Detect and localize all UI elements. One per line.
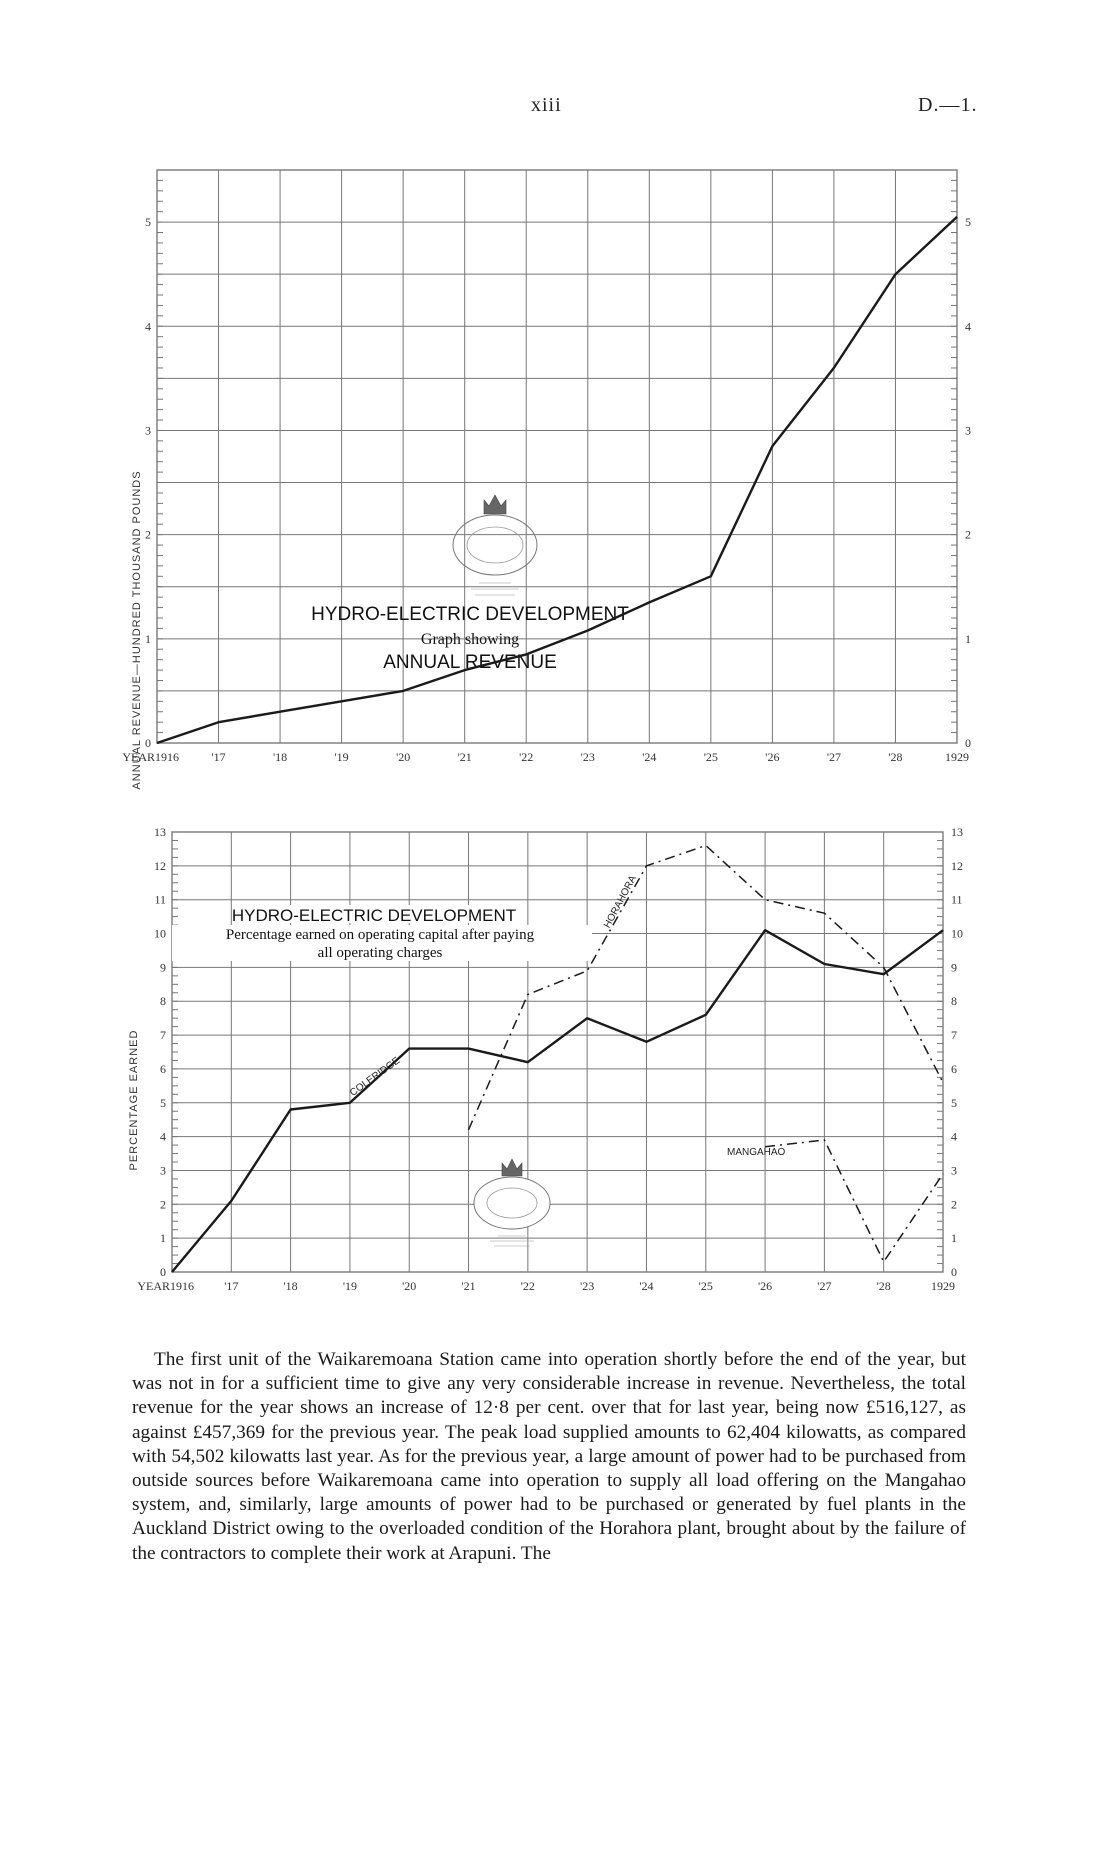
- series-label: COLERIDGE: [348, 1055, 403, 1099]
- y-tick-label-left: 0: [145, 736, 151, 750]
- x-tick-label: '25: [698, 1279, 713, 1293]
- y-tick-label-left: 8: [160, 994, 166, 1009]
- x-tick-label: '21: [461, 1279, 476, 1293]
- y-tick-label-right: 5: [965, 215, 971, 230]
- x-tick-label: '19: [342, 1279, 358, 1293]
- chart1-ylabel: ANNUAL REVENUE—HUNDRED THOUSAND POUNDS: [131, 470, 143, 790]
- x-tick-label: '26: [765, 750, 780, 764]
- chart1-seal: [453, 495, 537, 595]
- y-tick-label-left: 11: [154, 892, 166, 907]
- y-tick-label-left: 4: [145, 319, 151, 334]
- x-tick-label: '27: [826, 750, 842, 764]
- y-tick-label-right: 3: [951, 1163, 957, 1178]
- y-tick-label-left: 3: [160, 1163, 166, 1178]
- chart1-ticks: [122, 215, 971, 764]
- x-tick-label: YEAR1916: [122, 750, 179, 764]
- x-tick-label: '28: [876, 1279, 891, 1293]
- y-tick-label-right: 10: [951, 926, 963, 941]
- y-tick-label-left: 1: [145, 631, 151, 646]
- x-tick-label: '20: [402, 1279, 417, 1293]
- revenue-series-line: [157, 217, 957, 743]
- document-code: D.—1.: [918, 94, 978, 116]
- y-tick-label-right: 8: [951, 994, 957, 1009]
- y-tick-label-right: 1: [951, 1231, 957, 1246]
- y-tick-label-left: 10: [154, 926, 166, 941]
- chart2-subtitle2: all operating charges: [317, 945, 443, 961]
- y-tick-label-right: 3: [965, 423, 971, 438]
- chart1-title: HYDRO-ELECTRIC DEVELOPMENT: [311, 604, 629, 625]
- x-tick-label: '22: [520, 1279, 535, 1293]
- y-tick-label-right: 9: [951, 960, 957, 975]
- x-tick-label: '17: [224, 1279, 239, 1293]
- y-tick-label-right: 7: [951, 1028, 957, 1043]
- y-tick-label-left: 2: [145, 527, 151, 542]
- x-tick-label: '24: [639, 1279, 654, 1293]
- x-tick-label: '27: [817, 1279, 832, 1293]
- x-tick-label: '18: [272, 750, 288, 764]
- y-tick-label-left: 9: [160, 960, 166, 975]
- percentage-earned-chart: [0, 820, 1114, 1330]
- x-tick-label: '20: [396, 750, 411, 764]
- y-tick-label-left: 0: [160, 1265, 166, 1279]
- x-tick-label: 1929: [931, 1279, 955, 1293]
- chart1-grid: [157, 170, 957, 743]
- y-tick-label-right: 6: [951, 1061, 957, 1076]
- y-tick-label-right: 0: [951, 1265, 957, 1279]
- series-label: MANGAHAO: [727, 1147, 786, 1159]
- series-label: HORAHORA: [602, 873, 639, 931]
- x-tick-label: '21: [457, 750, 472, 764]
- y-tick-label-right: 13: [951, 825, 963, 839]
- x-tick-label: '24: [642, 750, 657, 764]
- chart1-subtitle: Graph showing: [420, 631, 520, 648]
- y-tick-label-left: 6: [160, 1061, 166, 1076]
- y-tick-label-left: 4: [160, 1129, 166, 1144]
- plot-frame: [157, 170, 957, 743]
- x-tick-label: '18: [283, 1279, 298, 1293]
- mangahao-series-line: [765, 1140, 943, 1262]
- chart2-ticks: [137, 825, 963, 1293]
- y-tick-label-left: 13: [154, 825, 166, 839]
- chart2-subtitle: Percentage earned on operating capital after paying: [225, 927, 535, 943]
- y-tick-label-right: 2: [951, 1197, 957, 1212]
- x-tick-label: YEAR1916: [137, 1279, 194, 1293]
- chart2-ylabel: PERCENTAGE EARNED: [128, 1029, 140, 1171]
- chart2-seal: [474, 1159, 550, 1246]
- x-tick-label: '28: [888, 750, 903, 764]
- chart2-title: HYDRO-ELECTRIC DEVELOPMENT: [231, 906, 517, 925]
- chart1-series: [157, 217, 957, 743]
- y-tick-label-left: 1: [160, 1231, 166, 1246]
- chart1-subtitle2: ANNUAL REVENUE: [383, 652, 557, 673]
- y-tick-label-right: 4: [951, 1129, 957, 1144]
- page-number: xiii: [531, 94, 562, 116]
- y-tick-label-right: 4: [965, 319, 971, 334]
- x-tick-label: '23: [580, 750, 595, 764]
- x-tick-label: '22: [519, 750, 534, 764]
- y-tick-label-right: 5: [951, 1095, 957, 1110]
- x-tick-label: '25: [703, 750, 718, 764]
- y-tick-label-left: 12: [154, 858, 166, 873]
- coleridge-series-line: [172, 930, 943, 1272]
- x-tick-label: '19: [334, 750, 349, 764]
- y-tick-label-left: 3: [145, 423, 151, 438]
- y-tick-label-right: 1: [965, 631, 971, 646]
- y-tick-label-right: 2: [965, 527, 971, 542]
- annual-revenue-chart: [0, 150, 1114, 790]
- x-tick-label: 1929: [945, 750, 969, 764]
- y-tick-label-left: 2: [160, 1197, 166, 1212]
- y-tick-label-left: 5: [145, 215, 151, 230]
- y-tick-label-right: 11: [951, 892, 963, 907]
- chart2-grid: [172, 832, 943, 1272]
- plot-frame: [172, 832, 943, 1272]
- y-tick-label-right: 12: [951, 858, 963, 873]
- y-tick-label-left: 7: [160, 1028, 166, 1043]
- body-paragraph: The first unit of the Waikaremoana Station came into operation shortly before the end of the year, but was not in for a sufficient time to give any very considerable increase in revenue. Nevertheless, the total revenue for the year shows an increase of 12·8 per cent. over that for last year, being now £516,127, as against £457,369 for the previous year. The peak load supplied amounts to 62,404 kilowatts, as compared with 54,502 kilowatts last year. As for the previous year, a large amount of power had to be purchased from outside sources before Waikaremoana came into operation to supply all load offering on the Mangahao system, and, similarly, large amounts of power had to be purchased or generated by fuel plants in the Auckland District owing to the overloaded condition of the Horahora plant, brought about by the failure of the contractors to complete their work at Arapuni. The: [132, 1349, 966, 1564]
- y-tick-label-right: 0: [965, 736, 971, 750]
- x-tick-label: '26: [757, 1279, 773, 1293]
- x-tick-label: '23: [580, 1279, 595, 1293]
- y-tick-label-left: 5: [160, 1095, 166, 1110]
- x-tick-label: '17: [211, 750, 226, 764]
- body-paragraph-container: [132, 1348, 966, 1566]
